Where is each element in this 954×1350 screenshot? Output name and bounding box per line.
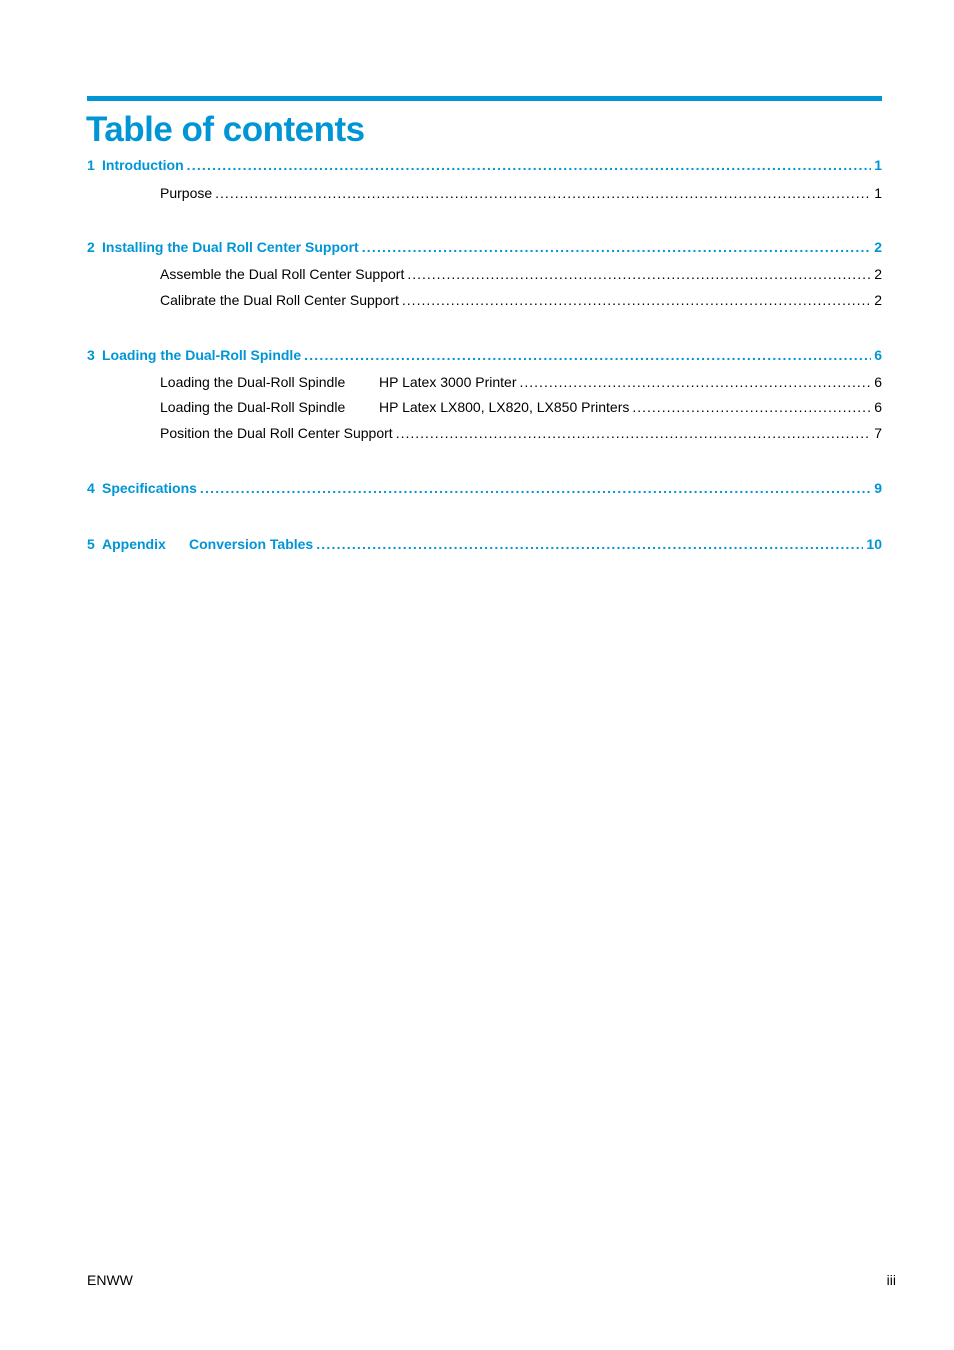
- page-title: Table of contents: [86, 110, 365, 149]
- chapter-number: 5: [87, 536, 95, 552]
- dot-leader: [407, 266, 871, 282]
- section-label-secondary: HP Latex LX800, LX820, LX850 Printers: [379, 399, 630, 415]
- toc-chapter-appendix[interactable]: [87, 536, 882, 552]
- chapter-number: 1: [87, 157, 95, 173]
- title-rule: [87, 96, 882, 101]
- section-label-primary: Loading the Dual-Roll Spindle: [160, 399, 346, 415]
- dot-leader: [396, 425, 871, 441]
- page-number: 1: [874, 157, 882, 173]
- footer-page-number: iii: [886, 1272, 896, 1288]
- section-label: Purpose: [160, 185, 213, 201]
- chapter-label: Introduction: [102, 157, 184, 173]
- chapter-label: Installing the Dual Roll Center Support: [102, 239, 359, 255]
- toc-section-assemble[interactable]: [160, 266, 882, 282]
- dot-leader: [362, 239, 871, 255]
- chapter-number: 4: [87, 480, 95, 496]
- toc-chapter-loading[interactable]: [87, 347, 882, 363]
- toc-section-calibrate[interactable]: [160, 292, 882, 308]
- dot-leader: [304, 347, 871, 363]
- chapter-label: Loading the Dual-Roll Spindle: [102, 347, 302, 363]
- page-number: 2: [874, 266, 882, 282]
- dot-leader: [520, 374, 872, 390]
- page-number: 1: [874, 185, 882, 201]
- section-label: Calibrate the Dual Roll Center Support: [160, 292, 399, 308]
- toc-chapter-introduction[interactable]: [87, 157, 882, 173]
- page-number: 6: [874, 347, 882, 363]
- page-number: 2: [874, 239, 882, 255]
- chapter-label: Specifications: [102, 480, 197, 496]
- page-number: 6: [874, 399, 882, 415]
- chapter-label-primary: Appendix: [102, 536, 166, 552]
- chapter-number: 3: [87, 347, 95, 363]
- dot-leader: [215, 185, 871, 201]
- dot-leader: [200, 480, 871, 496]
- toc-chapter-specifications[interactable]: [87, 480, 882, 496]
- page-number: 10: [866, 536, 882, 552]
- section-label: Position the Dual Roll Center Support: [160, 425, 393, 441]
- chapter-label-secondary: Conversion Tables: [189, 536, 314, 552]
- dot-leader: [316, 536, 863, 552]
- page-number: 7: [874, 425, 882, 441]
- dot-leader: [402, 292, 871, 308]
- section-label: Assemble the Dual Roll Center Support: [160, 266, 405, 282]
- page-number: 6: [874, 374, 882, 390]
- section-label-primary: Loading the Dual-Roll Spindle: [160, 374, 346, 390]
- dot-leader: [187, 157, 871, 173]
- section-label-secondary: HP Latex 3000 Printer: [379, 374, 517, 390]
- toc-section-loading-lx800[interactable]: [160, 399, 882, 415]
- toc-section-position[interactable]: [160, 425, 882, 441]
- page-number: 9: [874, 480, 882, 496]
- toc-section-loading-3000[interactable]: [160, 374, 882, 390]
- footer-left: ENWW: [87, 1272, 133, 1288]
- dot-leader: [632, 399, 871, 415]
- toc-chapter-installing[interactable]: [87, 239, 882, 255]
- page-number: 2: [874, 292, 882, 308]
- chapter-number: 2: [87, 239, 95, 255]
- toc-section-purpose[interactable]: [160, 185, 882, 201]
